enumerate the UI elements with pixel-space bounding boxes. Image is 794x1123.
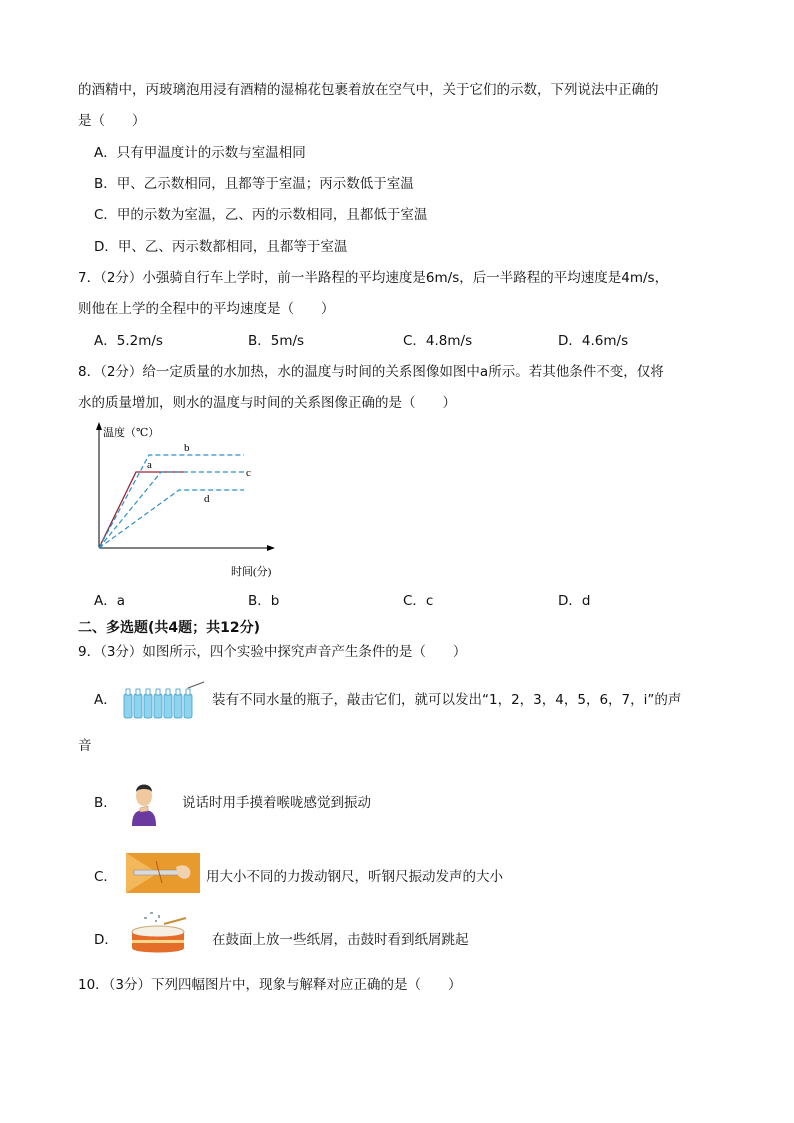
curve-d-label: d (204, 493, 210, 505)
q7-stem-line1: 7．（2分）小强骑自行车上学时，前一半路程的平均速度是6m/s，后一半路程的平均速度是4m/s， (78, 270, 669, 286)
q9-option-c-letter: C． (94, 869, 117, 885)
q6-option-a: A．只有甲温度计的示数与室温相同 (94, 145, 306, 161)
q7-option-c: C．4.8m/s (403, 333, 473, 349)
bottles-image (122, 680, 206, 720)
curve-b-label: b (184, 442, 190, 454)
y-axis-arrow (96, 422, 102, 430)
q8-option-d: D．d (558, 593, 591, 609)
x-axis-label: 时间(分) (231, 566, 272, 578)
section-title: 二、多选题(共4题；共12分) (78, 620, 261, 636)
q7-option-d: D．4.6m/s (558, 333, 629, 349)
curve-d (99, 490, 244, 548)
ruler-image (126, 853, 200, 893)
q6-stem-line2: 是（ ） (78, 113, 146, 129)
curve-b (99, 455, 244, 548)
q8-stem-line2: 水的质量增加，则水的温度与时间的关系图像正确的是（ ） (78, 395, 456, 411)
curve-c (99, 472, 244, 548)
throat-person-image (126, 778, 162, 826)
q9-option-b-letter: B． (94, 795, 117, 811)
q9-option-d-text: 在鼓面上放一些纸屑，击鼓时看到纸屑跳起 (212, 932, 469, 948)
q7-option-a: A．5.2m/s (94, 333, 163, 349)
q6-option-b: B．甲、乙示数相同，且都等于室温；丙示数低于室温 (94, 176, 414, 192)
q9-option-a-text: 装有不同水量的瓶子，敲击它们，就可以发出“1，2，3，4，5，6，7，i”的声 (212, 692, 682, 708)
q7-stem-line2: 则他在上学的全程中的平均速度是（ ） (78, 301, 335, 317)
curve-a-label: a (147, 459, 152, 471)
y-axis-label: 温度（℃） (103, 427, 160, 439)
q9-option-d-letter: D． (94, 932, 118, 948)
q9-stem: 9．（3分）如图所示，四个实验中探究声音产生条件的是（ ） (78, 644, 467, 660)
x-axis-arrow (267, 545, 275, 551)
q6-stem-line1: 的酒精中，丙玻璃泡用浸有酒精的湿棉花包裹着放在空气中，关于它们的示数，下列说法中正确的 (78, 82, 659, 98)
drum-image (128, 910, 190, 954)
q9-option-a-letter: A． (94, 692, 117, 708)
q9-option-a-cont: 音 (78, 738, 92, 754)
temperature-time-graph (84, 420, 284, 585)
q9-option-b-text: 说话时用手摸着喉咙感觉到振动 (182, 795, 371, 811)
q7-option-b: B．5m/s (248, 333, 305, 349)
curve-c-label: c (246, 467, 251, 479)
q8-option-b: B．b (248, 593, 280, 609)
q9-option-c-text: 用大小不同的力拨动钢尺，听钢尺振动发声的大小 (206, 869, 503, 885)
q6-option-d: D．甲、乙、丙示数都相同，且都等于室温 (94, 239, 348, 255)
q8-option-c: C．c (403, 593, 434, 609)
q10-stem: 10．（3分）下列四幅图片中，现象与解释对应正确的是（ ） (78, 977, 462, 993)
curve-a (99, 472, 184, 548)
q6-option-c: C．甲的示数为室温，乙、丙的示数相同，且都低于室温 (94, 207, 428, 223)
q8-option-a: A．a (94, 593, 126, 609)
q8-stem-line1: 8．（2分）给一定质量的水加热，水的温度与时间的关系图像如图中a所示。若其他条件不变，仅将 (78, 364, 664, 380)
